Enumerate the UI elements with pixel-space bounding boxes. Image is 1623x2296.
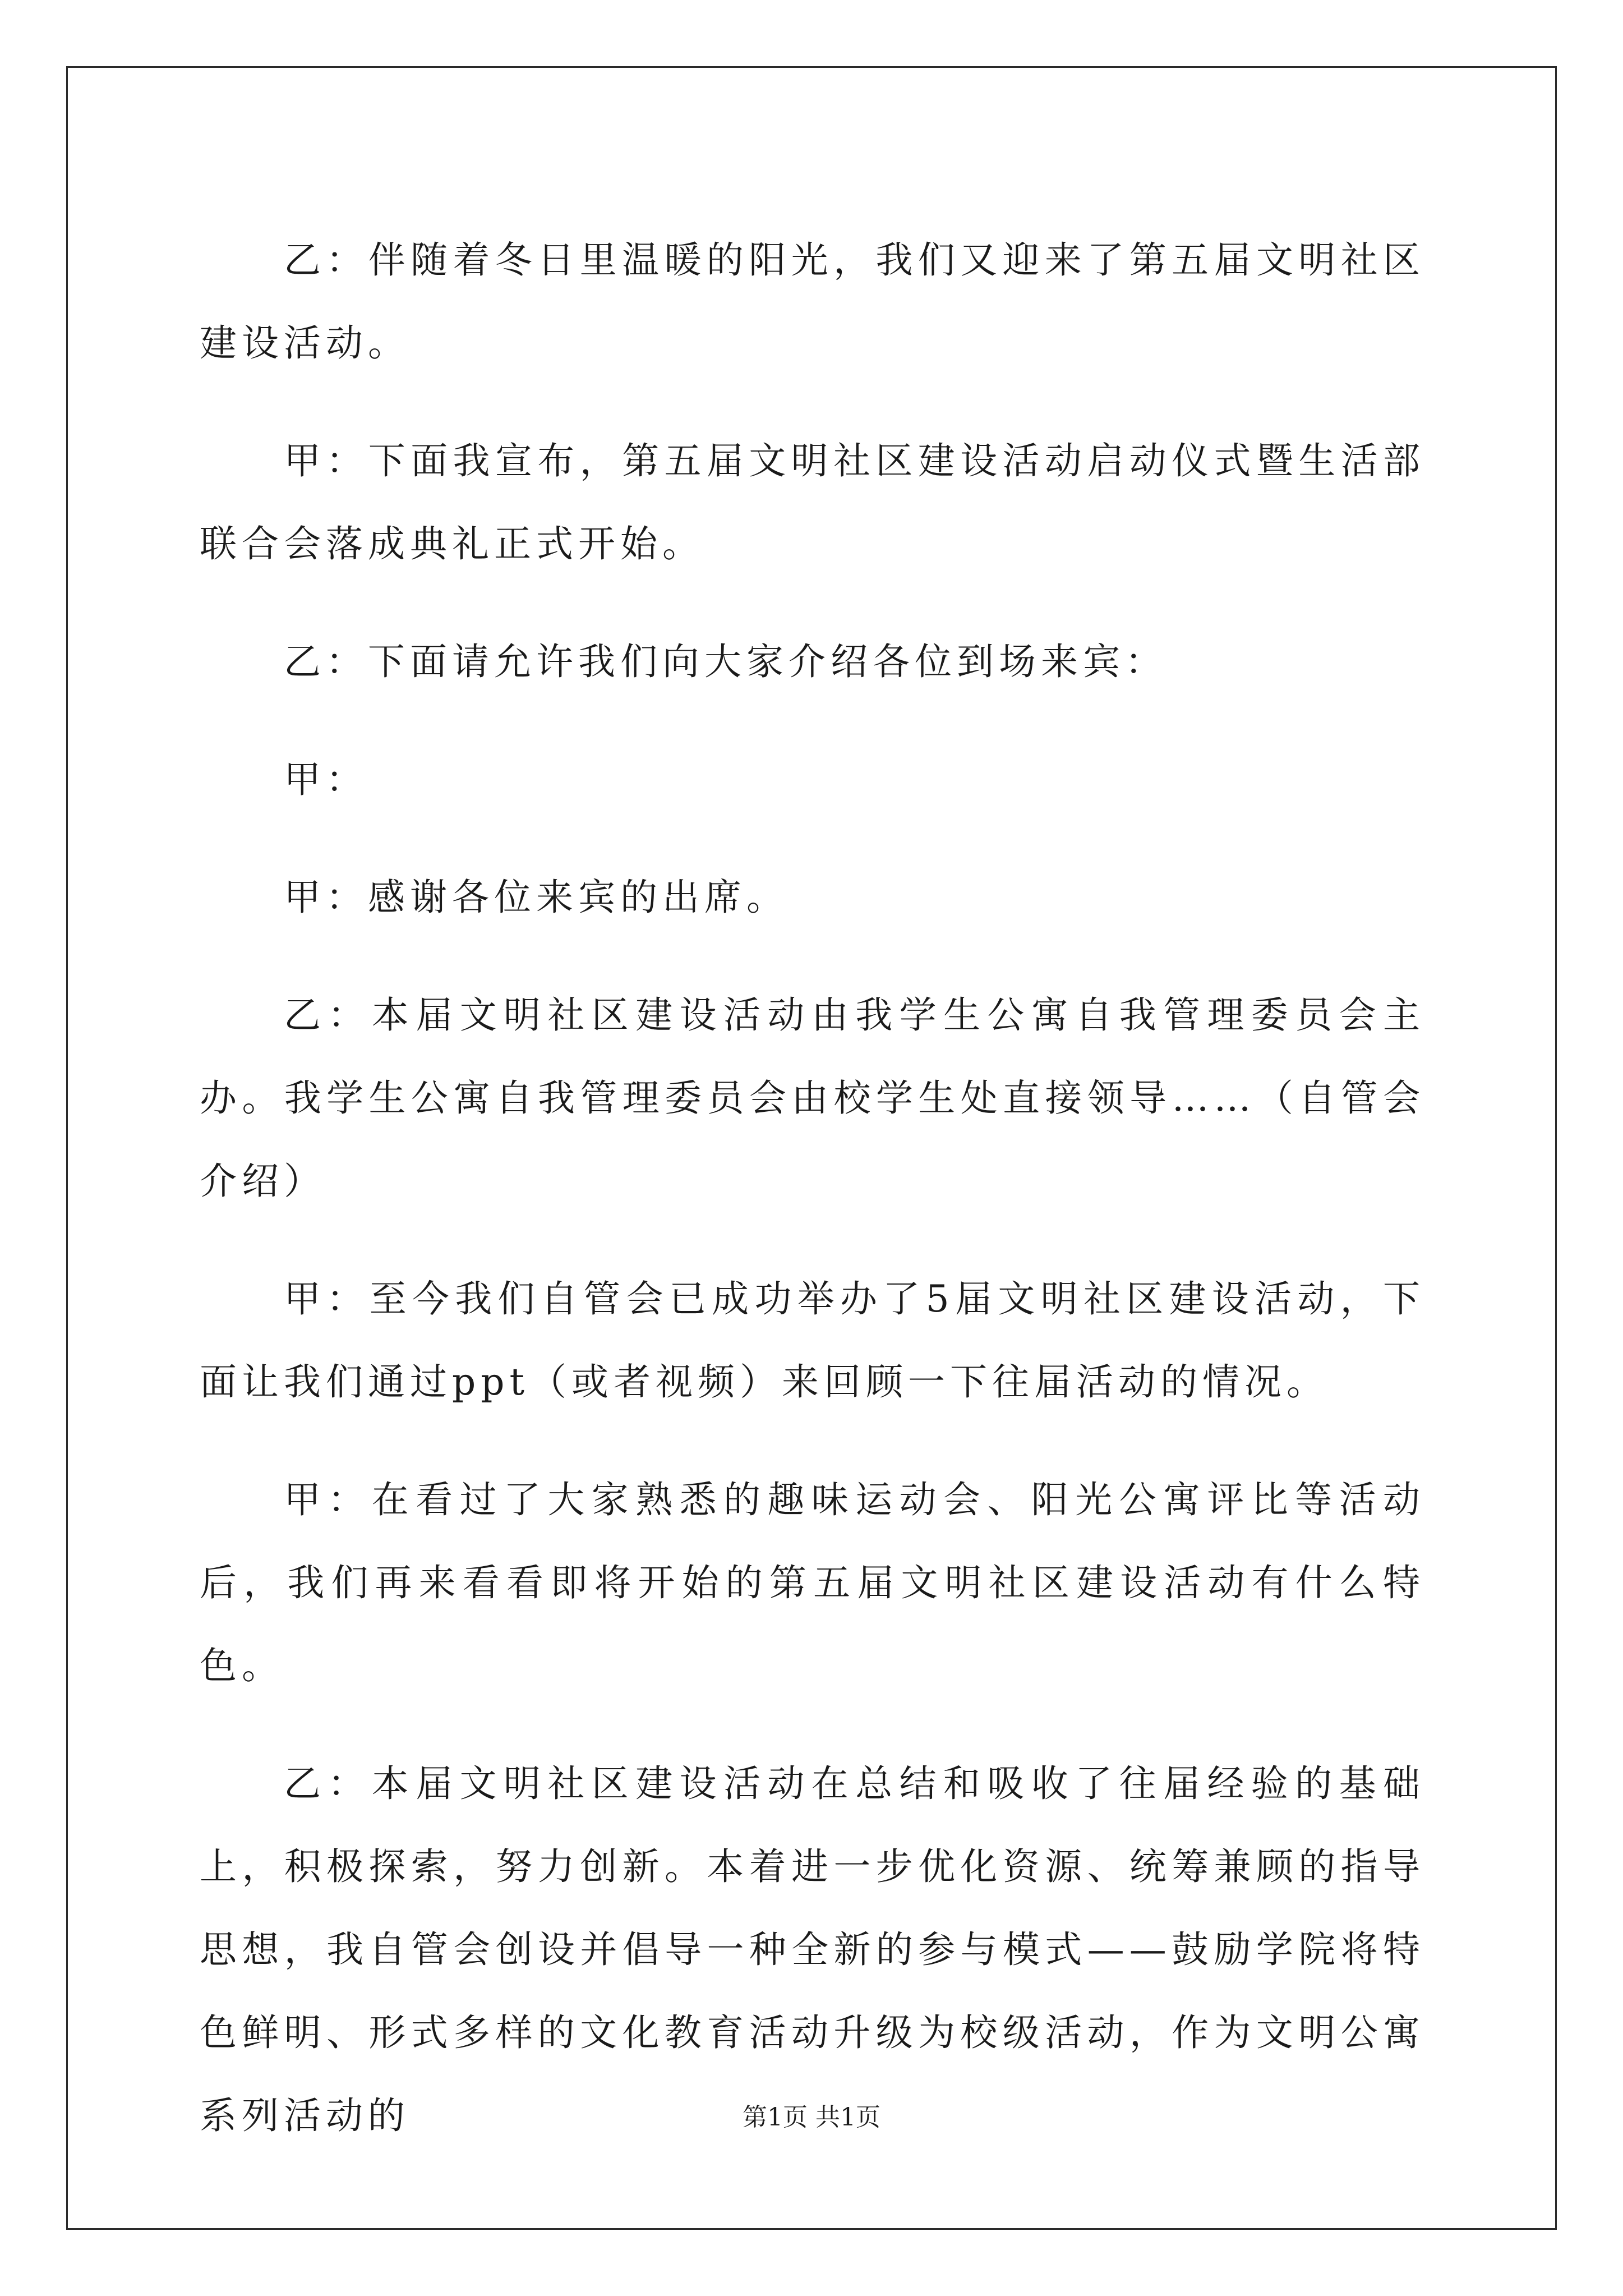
paragraph-3: 乙：下面请允许我们向大家介绍各位到场来宾： <box>284 640 1167 683</box>
paragraph-1: 乙：伴随着冬日里温暖的阳光，我们又迎来了第五届文明社区建设活动。 <box>200 238 1425 365</box>
paragraph-9: 乙：本届文明社区建设活动在总结和吸收了往届经验的基础上，积极探索，努力创新。本着进一步优化资源、统筹兼顾的指导思想，我自管会创设并倡导一种全新的参与模式——鼓励学院将特色鲜明、形式多样的文化教育活动升级为校级活动，作为文明公寓系列活动的 <box>200 1762 1425 2137</box>
paragraph-8: 甲：在看过了大家熟悉的趣味运动会、阳光公寓评比等活动后，我们再来看看即将开始的第五届文明社区建设活动有什么特色。 <box>200 1478 1425 1687</box>
paragraph-6: 乙：本届文明社区建设活动由我学生公寓自我管理委员会主办。我学生公寓自我管理委员会由校学生处直接领导……（自管会介绍） <box>200 993 1425 1203</box>
paragraph-2: 甲：下面我宣布，第五届文明社区建设活动启动仪式暨生活部联合会落成典礼正式开始。 <box>200 439 1425 565</box>
paragraph-7: 甲：至今我们自管会已成功举办了5届文明社区建设活动，下面让我们通过ppt（或者视频）来回顾一下往届活动的情况。 <box>200 1277 1425 1404</box>
document-body <box>200 219 1425 2192</box>
page-footer: 第1页 共1页 <box>743 2103 880 2132</box>
paragraph-5: 甲：感谢各位来宾的出席。 <box>284 876 789 919</box>
paragraph-4: 甲： <box>284 758 368 801</box>
